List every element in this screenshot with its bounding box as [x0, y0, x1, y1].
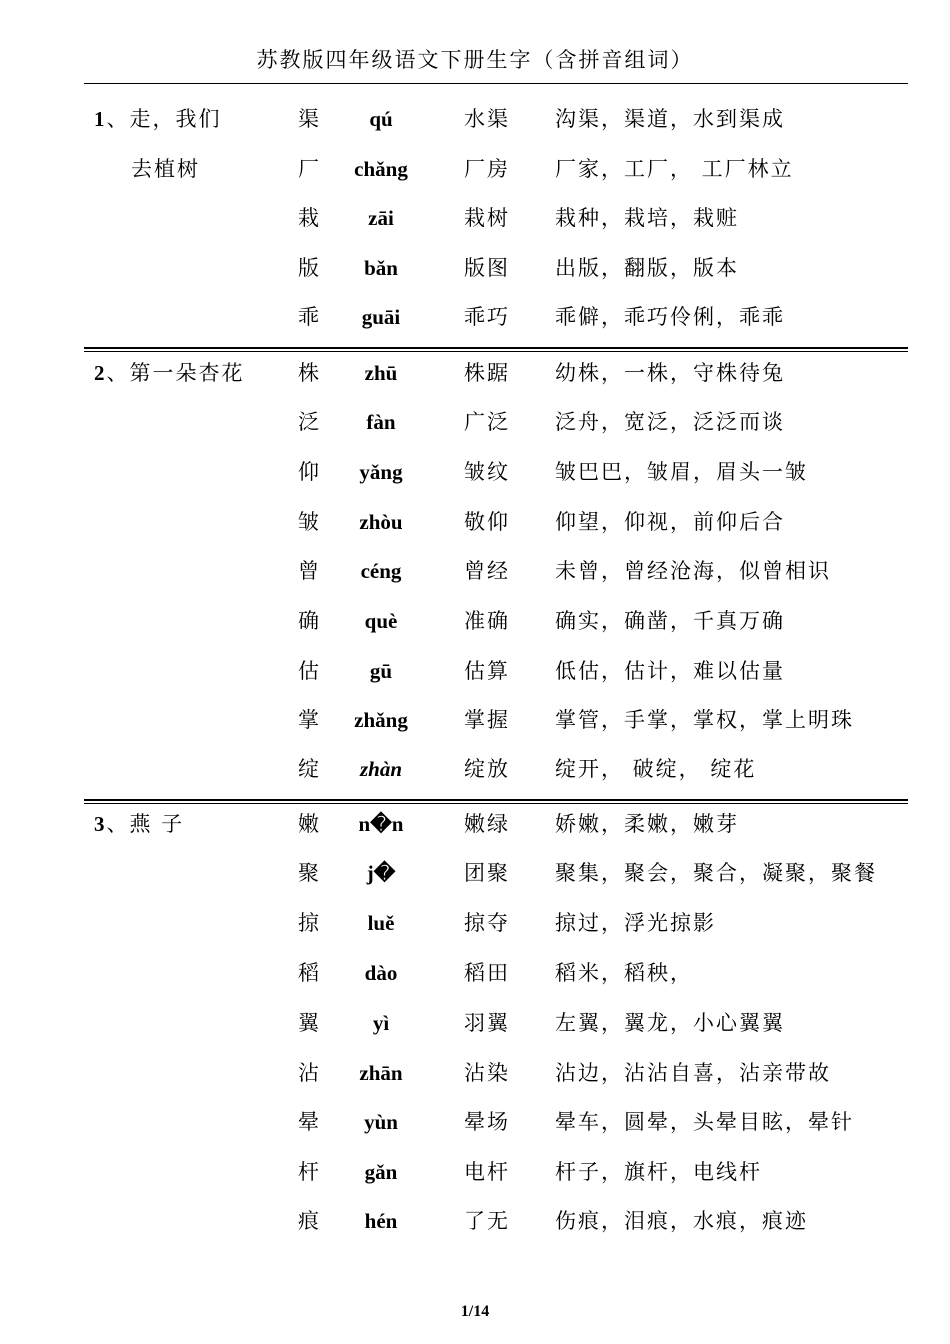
- phrases: 掠过，浮光掠影: [555, 911, 716, 935]
- word: 曾经: [464, 559, 510, 583]
- pinyin: zhàn: [359, 757, 403, 781]
- section-title-text: 、燕 子: [106, 812, 185, 836]
- table-row: [84, 243, 908, 293]
- pinyin: yǎng: [359, 460, 403, 484]
- word: 稻田: [464, 961, 510, 985]
- table-row: [84, 898, 908, 948]
- phrases: 杆子，旗杆，电线杆: [555, 1160, 762, 1184]
- character: 估: [298, 659, 319, 683]
- pinyin: gū: [369, 659, 393, 683]
- section-title-text: 、走，我们: [106, 107, 222, 131]
- table-row: [84, 94, 908, 144]
- table-row: [84, 447, 908, 497]
- table-row: [84, 744, 908, 794]
- character: 绽: [298, 757, 319, 781]
- word: 栽树: [464, 206, 510, 230]
- pinyin: j�: [366, 861, 396, 885]
- character: 乖: [298, 305, 319, 329]
- character: 确: [298, 609, 319, 633]
- word: 电杆: [464, 1160, 510, 1184]
- word: 准确: [464, 609, 510, 633]
- table-row: [84, 848, 908, 898]
- word: 羽翼: [464, 1011, 510, 1035]
- word: 厂房: [464, 157, 510, 181]
- table-row: [84, 998, 908, 1048]
- character: 掠: [298, 911, 319, 935]
- table-row: [84, 193, 908, 243]
- word: 团聚: [464, 861, 510, 885]
- table-row: [84, 348, 908, 398]
- phrases: 沾边，沾沾自喜，沾亲带故: [555, 1061, 831, 1085]
- character: 皱: [298, 510, 319, 534]
- word: 敬仰: [464, 510, 510, 534]
- character: 杆: [298, 1160, 319, 1184]
- character: 沾: [298, 1061, 319, 1085]
- title-divider: [84, 83, 908, 84]
- phrases: 掌管，手掌，掌权，掌上明珠: [555, 708, 854, 732]
- phrases: 聚集，聚会，聚合，凝聚，聚餐: [555, 861, 877, 885]
- pinyin: zhān: [359, 1061, 403, 1085]
- pinyin: yùn: [364, 1110, 398, 1134]
- pinyin: zhū: [364, 361, 398, 385]
- phrases: 泛舟，宽泛，泛泛而谈: [555, 410, 785, 434]
- phrases: 出版，翻版，版本: [555, 256, 739, 280]
- table-row: [84, 1097, 908, 1147]
- pinyin: n�n: [358, 812, 404, 836]
- character: 渠: [298, 107, 319, 131]
- pinyin: zāi: [368, 206, 394, 230]
- word: 株踞: [464, 361, 510, 385]
- phrases: 未曾，曾经沧海，似曾相识: [555, 559, 831, 583]
- phrases: 仰望，仰视，前仰后合: [555, 510, 785, 534]
- phrases: 低估，估计，难以估量: [555, 659, 785, 683]
- character: 泛: [298, 410, 319, 434]
- table-row: [84, 1147, 908, 1197]
- character: 版: [298, 256, 319, 280]
- pinyin: guāi: [361, 305, 401, 329]
- pinyin: zhòu: [359, 510, 403, 534]
- table-row: [84, 948, 908, 998]
- pinyin: qú: [369, 107, 393, 131]
- phrases: 沟渠，渠道，水到渠成: [555, 107, 785, 131]
- page-title: 苏教版四年级语文下册生字（含拼音组词）: [256, 48, 694, 72]
- table-row: [84, 397, 908, 447]
- character: 仰: [298, 460, 319, 484]
- character: 掌: [298, 708, 319, 732]
- phrases: 幼株，一株，守株待兔: [555, 361, 785, 385]
- phrases: 左翼，翼龙，小心翼翼: [555, 1011, 785, 1035]
- pinyin: fàn: [366, 410, 396, 434]
- word: 了无: [464, 1209, 510, 1233]
- phrases: 栽种，栽培，栽赃: [555, 206, 739, 230]
- character: 聚: [298, 861, 319, 885]
- section-number: 2: [94, 361, 107, 385]
- word: 掌握: [464, 708, 510, 732]
- table-row: [84, 497, 908, 547]
- section-title-text: 、第一朵杏花: [106, 361, 245, 385]
- phrases: 乖僻，乖巧伶俐，乖乖: [555, 305, 785, 329]
- character: 晕: [298, 1110, 319, 1134]
- table-row: [84, 1196, 908, 1246]
- word: 绽放: [464, 757, 510, 781]
- word: 广泛: [464, 410, 510, 434]
- pinyin: céng: [360, 559, 402, 583]
- table-row: [84, 1048, 908, 1098]
- table-row: [84, 596, 908, 646]
- table-row: [84, 144, 908, 194]
- phrases: 绽开， 破绽， 绽花: [555, 757, 757, 781]
- pinyin: gǎn: [364, 1160, 398, 1184]
- table-row: [84, 695, 908, 745]
- character: 翼: [298, 1011, 319, 1035]
- pinyin: hén: [364, 1209, 398, 1233]
- phrases: 皱巴巴，皱眉，眉头一皱: [555, 460, 808, 484]
- character: 株: [298, 361, 319, 385]
- word: 沾染: [464, 1061, 510, 1085]
- word: 掠夺: [464, 911, 510, 935]
- phrases: 确实，确凿，千真万确: [555, 609, 785, 633]
- word: 乖巧: [464, 305, 510, 329]
- pinyin: yì: [372, 1011, 390, 1035]
- character: 稻: [298, 961, 319, 985]
- phrases: 厂家，工厂， 工厂林立: [555, 157, 794, 181]
- word: 晕场: [464, 1110, 510, 1134]
- word: 嫩绿: [464, 812, 510, 836]
- section-number: 3: [94, 812, 107, 836]
- character: 厂: [298, 157, 319, 181]
- pinyin: zhǎng: [354, 708, 408, 732]
- pinyin: luě: [367, 911, 395, 935]
- phrases: 稻米，稻秧，: [555, 961, 693, 985]
- word: 版图: [464, 256, 510, 280]
- table-row: [84, 292, 908, 342]
- section-title-continued: 去植树: [131, 157, 200, 181]
- table-row: [84, 799, 908, 849]
- table-row: [84, 646, 908, 696]
- table-row: [84, 546, 908, 596]
- page-number: 1/14: [460, 1303, 490, 1320]
- pinyin: bǎn: [364, 256, 398, 280]
- section-number: 1: [94, 107, 107, 131]
- phrases: 伤痕，泪痕，水痕，痕迹: [555, 1209, 808, 1233]
- word: 皱纹: [464, 460, 510, 484]
- pinyin: chǎng: [354, 157, 408, 181]
- phrases: 晕车，圆晕，头晕目眩，晕针: [555, 1110, 854, 1134]
- character: 栽: [298, 206, 319, 230]
- word: 水渠: [464, 107, 510, 131]
- character: 嫩: [298, 812, 319, 836]
- character: 痕: [298, 1209, 319, 1233]
- pinyin: què: [364, 609, 398, 633]
- phrases: 娇嫩，柔嫩，嫩芽: [555, 812, 739, 836]
- pinyin: dào: [364, 961, 398, 985]
- character: 曾: [298, 559, 319, 583]
- word: 估算: [464, 659, 510, 683]
